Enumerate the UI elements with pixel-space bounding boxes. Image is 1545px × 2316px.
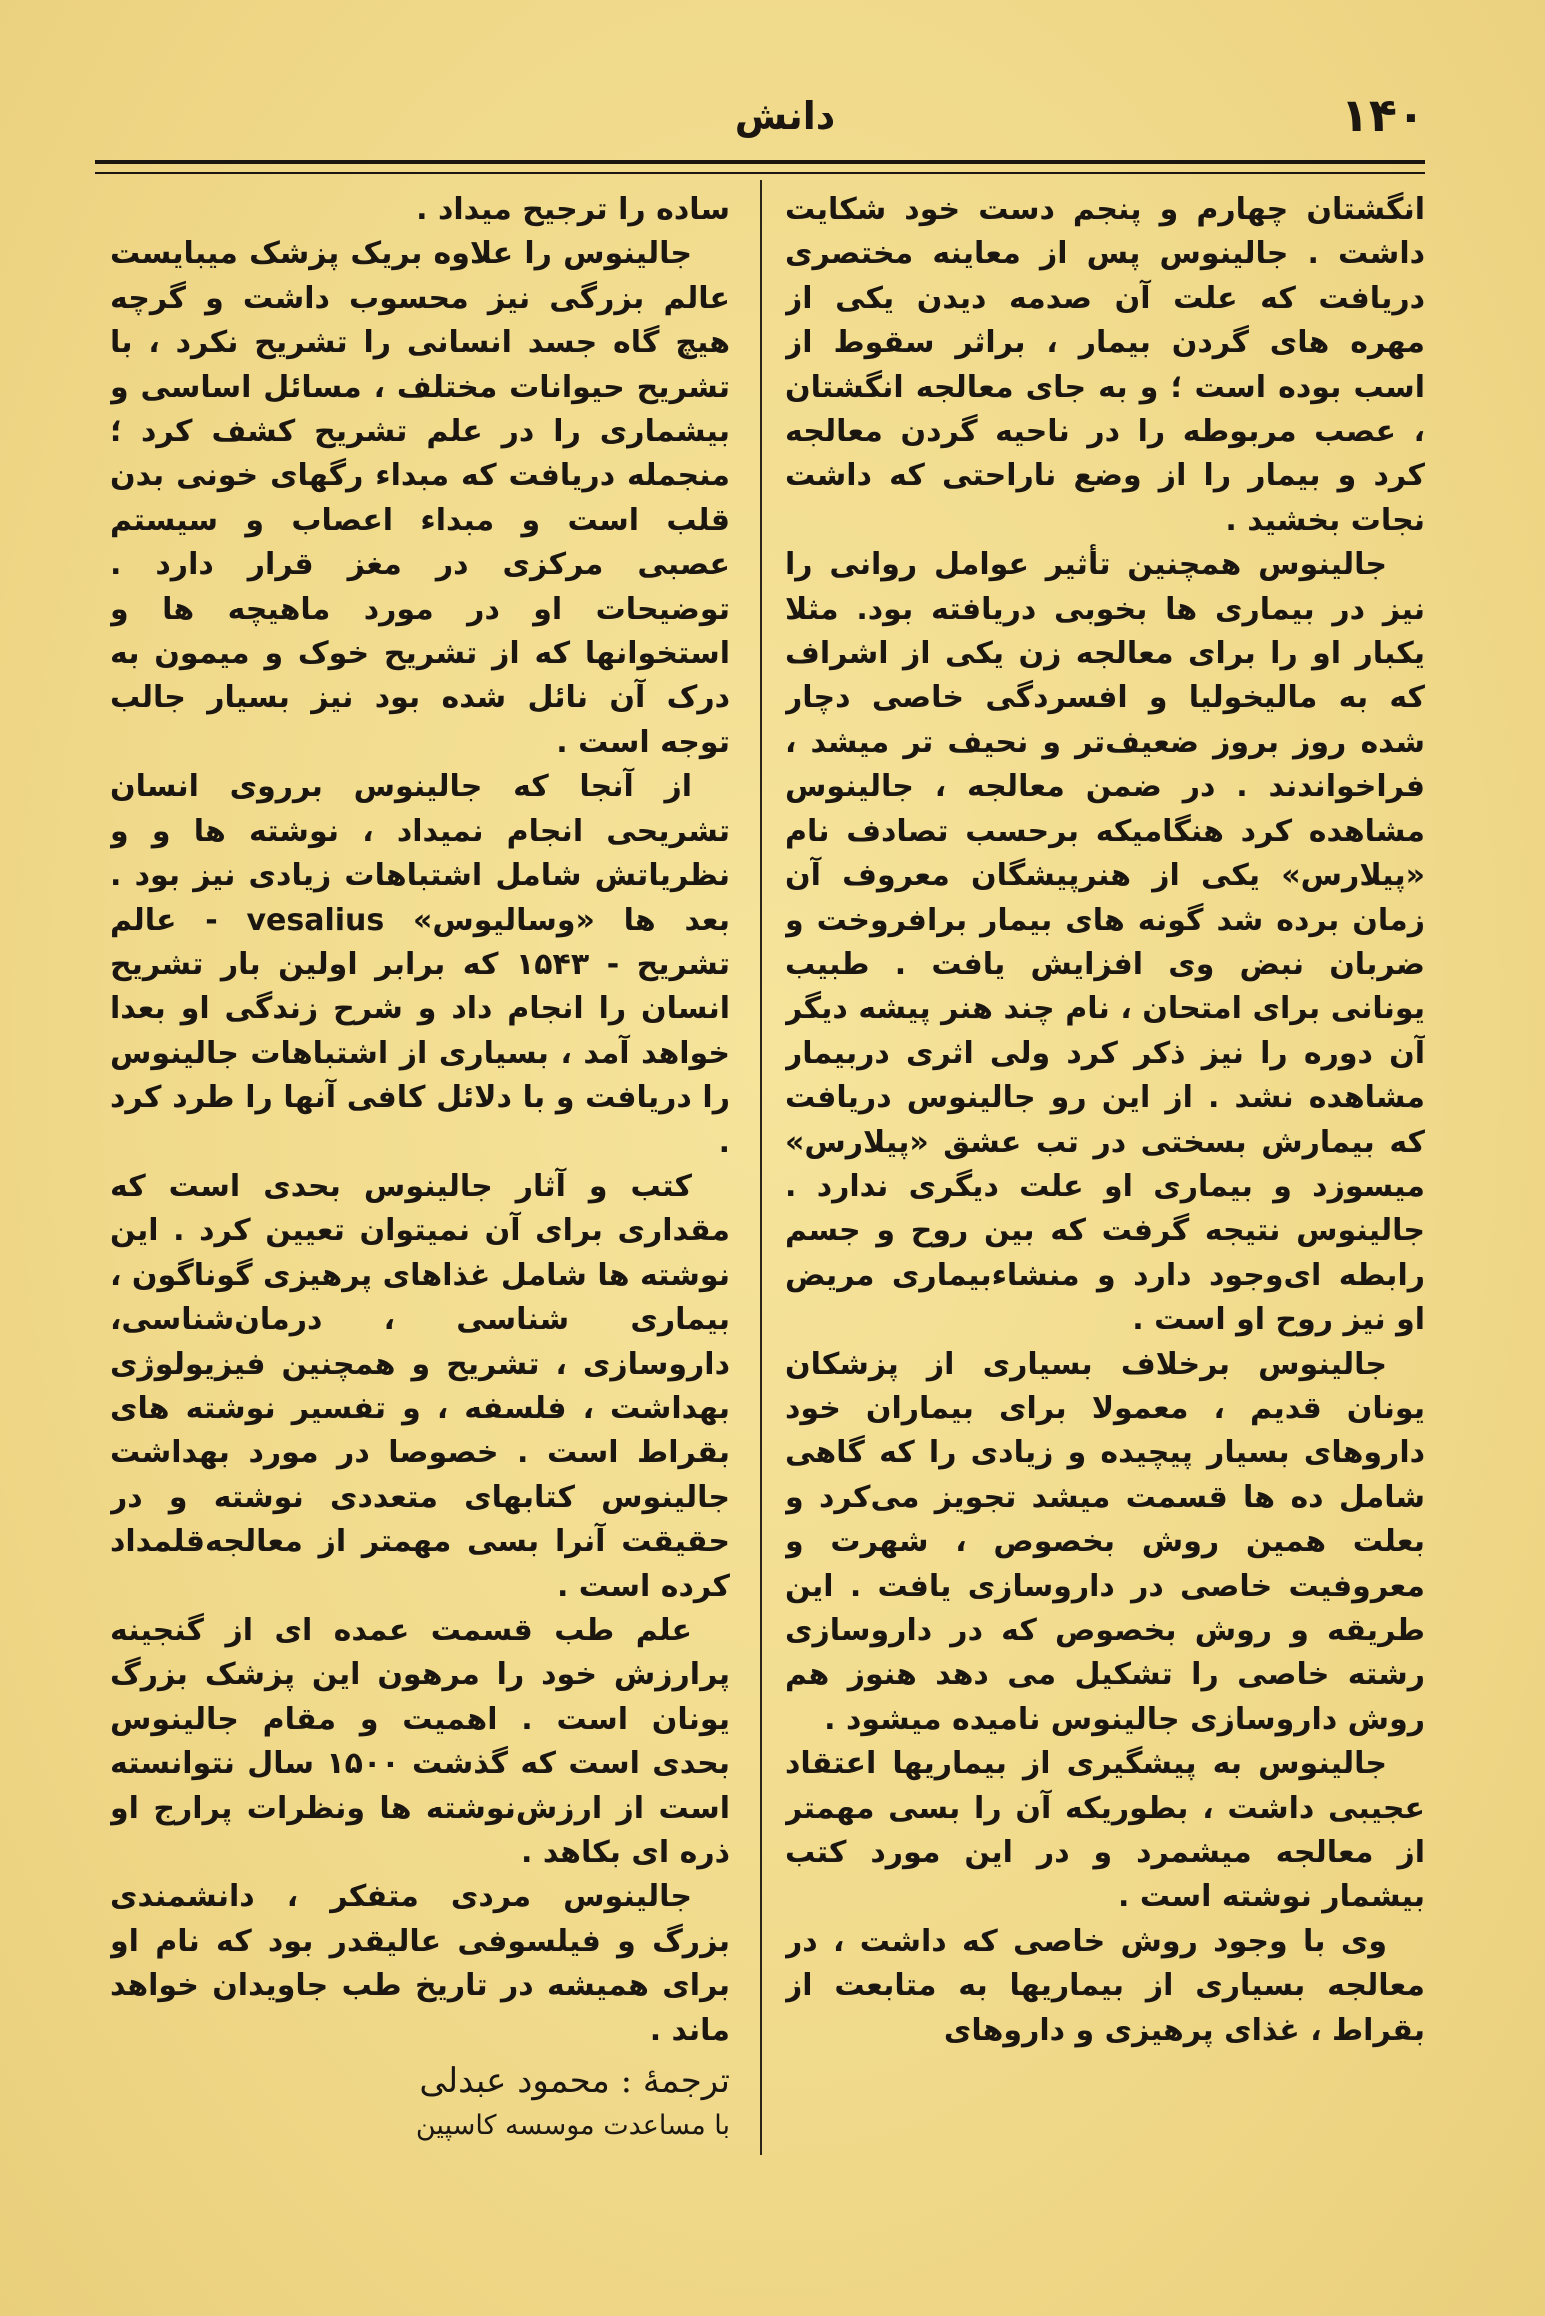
page-number: ۱۴۰	[1340, 88, 1425, 142]
header-rule-thick	[95, 160, 1425, 164]
article-credit	[110, 2057, 730, 2147]
translator-credit: ترجمهٔ : محمود عبدلی	[419, 2061, 730, 2102]
header-rule-thin	[95, 172, 1425, 174]
paragraph: کتب و آثار جالینوس بحدی است که مقداری برای آن نمیتوان تعیین کرد . این نوشته ها شامل غذاهای پرهیزی گوناگون ، بیماری شناسی ، درمان‌شناسی، داروسازی ، تشریح و همچنین فیزیولوژی بهداشت ، فلسفه ، و تفسیر نوشته های بقراط است . خصوصا در مورد بهداشت جالینوس کتابهای متعددی نوشته و در حقیقت آنرا بسی مهمتر از معالجه‌قلمداد کرده است .	[110, 1168, 730, 1604]
paragraph: جالینوس برخلاف بسیاری از پزشکان یونان قدیم ، معمولا برای بیماران خود داروهای بسیار پیچیده و زیادی را که گاهی شامل ده ها قسمت میشد تجویز می‌کرد و بعلت همین روش بخصوص ، شهرت و معروفیت خاصی در داروسازی یافت . این طریقه و روش بخصوص که در داروسازی رشته خاصی را تشکیل می دهد هنوز هم روش داروسازی جالینوس نامیده میشود .	[785, 1346, 1425, 1737]
left-column	[110, 188, 730, 2158]
courtesy-credit: با مساعدت موسسه کاسپین	[415, 2110, 730, 2142]
journal-title: دانش	[734, 94, 836, 138]
paragraph: جالینوس همچنین تأثیر عوامل روانی را نیز در بیماری ها بخوبی دریافته بود. مثلا یکبار او را برای معالجه زن یکی از اشراف که به مالیخولیا و افسردگی خاصی دچار شده روز بروز ضعیف‌تر و نحیف تر میشد ، فراخواندند . در ضمن معالجه ، جالینوس مشاهده کرد هنگامیکه برحسب تصادف نام «پیلارس» یکی از هنرپیشگان معروف آن زمان برده شد گونه های بیمار برافروخت و ضربان نبض وی افزایش یافت . طبیب یونانی برای امتحان ، نام چند هنر پیشه دیگر آن دوره را نیز ذکر کرد ولی اثری دربیمار مشاهده نشد . از این رو جالینوس دریافت که بیمارش بسختی در تب عشق «پیلارس» میسوزد و بیماری او علت دیگری ندارد . جالینوس نتیجه گرفت که بین روح و جسم رابطه ای‌وجود دارد و منشاءبیماری مریض او نیز روح او است .	[785, 547, 1425, 1338]
column-divider	[760, 180, 762, 2155]
paragraph: از آنجا که جالینوس برروی انسان تشریحی انجام نمیداد ، نوشته ها و و نظریاتش شامل اشتباهات زیادی نیز بود . بعد ها «وسالیوس» vesalius - عالم تشریح - ۱۵۴۳ که برابر اولین بار تشریح انسان را انجام داد و شرح زندگی او بعدا خواهد آمد ، بسیاری از اشتباهات جالینوس را دریافت و با دلائل کافی آنها را طرد کرد .	[110, 769, 730, 1160]
paragraph: ساده را ترجیح میداد .	[416, 192, 730, 227]
paragraph: جالینوس به پیشگیری از بیماریها اعتقاد عجیبی داشت ، بطوریکه آن را بسی مهمتر از معالجه میشمرد و در این مورد کتب بیشمار نوشته است .	[785, 1746, 1425, 1915]
paragraph: وی با وجود روش خاصی که داشت ، در معالجه بسیاری از بیماریها به متابعت از بقراط ، غذای پرهیزی و داروهای	[785, 1923, 1425, 2048]
paragraph: انگشتان چهارم و پنجم دست خود شکایت داشت . جالینوس پس از معاینه مختصری دریافت که علت آن صدمه دیدن یکی از مهره های گردن بیمار ، براثر سقوط از اسب بوده است ؛ و به جای معالجه انگشتان ، عصب مربوطه را در ناحیه گردن معالجه کرد و بیمار را از وضع ناراحتی که داشت نجات بخشید .	[785, 192, 1425, 538]
paragraph: جالینوس را علاوه بریک پزشک میبایست عالم بزرگی نیز محسوب داشت و گرچه هیچ گاه جسد انسانی را تشریح نکرد ، با تشریح حیوانات مختلف ، مسائل اساسی و بیشماری را در علم تشریح کشف کرد ؛ منجمله دریافت که مبداء رگهای خونی بدن قلب است و مبداء اعصاب و سیستم عصبی مرکزی در مغز قرار دارد . توضیحات او در مورد ماهیچه ها و استخوانها که از تشریح خوک و میمون به درک آن نائل شده بود نیز بسیار جالب توجه است .	[110, 236, 730, 760]
paragraph: جالینوس مردی متفکر ، دانشمندی بزرگ و فیلسوفی عالیقدر بود که نام او برای همیشه در تاریخ طب جاویدان خواهد ماند .	[110, 1879, 730, 2048]
right-column	[785, 188, 1425, 2158]
paragraph: علم طب قسمت عمده ای از گنجینه پرارزش خود را مرهون این پزشک بزرگ یونان است . اهمیت و مقام جالینوس بحدی است که گذشت ۱۵۰۰ سال نتوانسته است از ارزش‌نوشته ها ونظرات پرارج او ذره ای بکاهد .	[110, 1613, 730, 1871]
page-header	[95, 88, 1425, 158]
